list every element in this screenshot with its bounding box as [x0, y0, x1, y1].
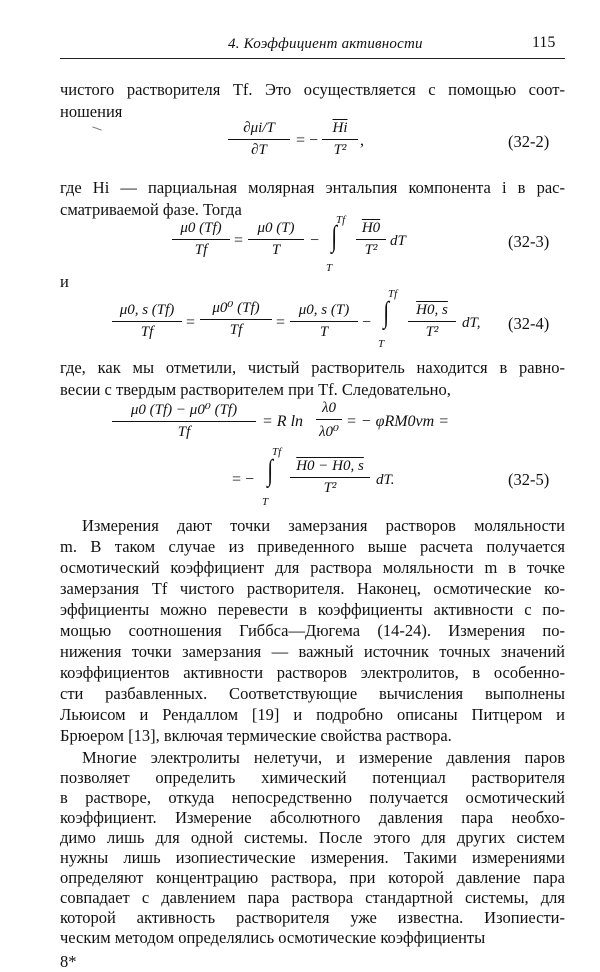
fraction [290, 458, 370, 497]
text-line: Брюером [13], включая термические свойства раствора. [60, 726, 452, 745]
denominator: ∂T [251, 142, 267, 158]
text-line: весии с твердым растворителем при Tf. Следовательно, [60, 380, 451, 399]
numerator: μ0 (Tf) − μ0⁰ (Tf) [130, 402, 238, 418]
running-header-title: 4. Коэффициент активности [228, 36, 423, 52]
operator: = [276, 314, 286, 331]
text-line: m. В таком случае из приведенного выше расчета получается [60, 537, 565, 556]
fraction [200, 298, 272, 339]
text-line: нужны лишь изопиестические измерения. Такими измерениями [60, 848, 565, 867]
denominator: T² [323, 480, 337, 496]
denominator: T [319, 324, 329, 340]
numerator: H0 [361, 220, 381, 236]
denominator: T² [364, 242, 378, 258]
fraction-bar [248, 239, 304, 240]
operator: = R ln [262, 413, 304, 430]
fraction-bar [290, 321, 358, 322]
operator: − [310, 232, 320, 249]
text-line: Льюисом и Рендаллом [19] и подробно описаны Питцером и [60, 705, 565, 724]
text-line: ношения [60, 102, 123, 121]
text-line: где, как мы отметили, чистый растворитель находится в равно- [60, 358, 565, 377]
integral-lower-limit: T [326, 262, 333, 274]
text-line: димо лишь для одной системы. После этого для других систем [60, 828, 565, 847]
fraction-bar [112, 321, 182, 322]
numerator: μ0 (Tf) [180, 220, 222, 236]
fraction-bar [290, 477, 370, 478]
numerator: ∂μi/T [243, 120, 275, 136]
denominator: T [271, 242, 281, 258]
denominator: Tf [194, 242, 208, 258]
text-line: сти разбавленных. Соответствующие вычисления выполнены [60, 684, 565, 703]
operator: = [186, 314, 196, 331]
numerator: μ0, s (Tf) [119, 302, 175, 318]
fraction-bar [408, 321, 456, 322]
fraction [322, 120, 358, 159]
operator: = − [296, 132, 319, 149]
text-line: позволяет определить химический потенциал растворителя [60, 768, 565, 787]
equation-number: (32-4) [508, 314, 550, 333]
integral-sign: ∫ [383, 296, 389, 329]
stray-mark [92, 126, 102, 130]
conjunction: и [60, 272, 69, 291]
equation-number: (32-2) [508, 132, 550, 151]
numerator: λ0 [322, 400, 336, 416]
text-line: совпадает с давлением пара раствора стандартной системы, для [60, 888, 565, 907]
text-line: определяют концентрацию раствора, при которой давление пара [60, 868, 565, 887]
operator: = − [232, 471, 255, 488]
fraction-bar [112, 421, 256, 422]
fraction-bar [200, 319, 272, 320]
numerator: H0, s [416, 302, 448, 318]
text-line: замерзания Tf чистого растворителя. Наконец, осмотические ко- [60, 579, 565, 598]
text-line: Измерения дают точки замерзания растворов моляльности [82, 516, 565, 535]
numerator: μ0, s (T) [298, 302, 350, 318]
differential: dT. [376, 472, 395, 488]
denominator: Tf [140, 324, 154, 340]
text-line: нижения точки замерзания — важный источник точных значений [60, 642, 565, 661]
denominator: Tf [177, 424, 191, 440]
fraction [228, 120, 290, 159]
fraction [408, 302, 456, 341]
integral-sign: ∫ [267, 454, 273, 487]
integral-lower-limit: T [262, 496, 269, 508]
header-rule [60, 58, 565, 59]
numerator: $\overline{Hi}$ [332, 120, 348, 136]
fraction [356, 220, 386, 259]
text-line: сматриваемой фазе. Тогда [60, 200, 242, 219]
fraction-bar [228, 139, 290, 140]
equation-number: (32-3) [508, 232, 550, 251]
fraction [316, 400, 342, 441]
numerator: μ0 (T) [257, 220, 295, 236]
operator: − [362, 314, 372, 331]
text-line: осмотический коэффициент для раствора моляльности m в точке [60, 558, 565, 577]
fraction [112, 302, 182, 341]
text-line: коэффициентов активности растворов электролитов, в особенно- [60, 663, 565, 682]
integral-sign: ∫ [331, 220, 337, 253]
integral-lower-limit: T [378, 338, 385, 350]
differential: dT, [462, 315, 481, 331]
fraction-bar [316, 419, 342, 420]
differential: dT [390, 233, 406, 249]
text-line: эффициенты можно перевести в коэффициенты активности с по- [60, 600, 565, 619]
text-line: коэффициент. Измерение абсолютного давления пара необхо- [60, 808, 565, 827]
fraction [172, 220, 230, 259]
equation-number: (32-5) [508, 470, 550, 489]
text-line: которой активность растворителя уже известна. Изопиести- [60, 908, 565, 927]
fraction-bar [322, 139, 358, 140]
operator: = [234, 232, 244, 249]
integral-upper-limit: Tf [272, 446, 282, 458]
denominator: Tf [229, 322, 243, 338]
fraction [248, 220, 304, 259]
numerator: H0 − H0, s [296, 458, 364, 474]
denominator: T² [333, 142, 347, 158]
punctuation: , [360, 132, 364, 149]
text-line: в растворе, откуда непосредственно получается осмотический [60, 788, 565, 807]
integral-upper-limit: Tf [336, 214, 346, 226]
fraction [112, 400, 256, 441]
integral-upper-limit: Tf [388, 288, 398, 300]
operator: = − φRM0νm = [346, 413, 449, 430]
text-line: Многие электролиты нелетучи, и измерение давления паров [82, 748, 565, 767]
text-line: мощью соотношения Гиббса—Дюгема (14-24). Измерения по- [60, 621, 565, 640]
text-line: чистого растворителя Tf. Это осуществляется с помощью соот- [60, 80, 565, 99]
text-line: где Hi — парциальная молярная энтальпия компонента i в рас- [60, 178, 565, 197]
page-number: 115 [532, 34, 556, 51]
fraction-bar [172, 239, 230, 240]
signature-mark: 8* [60, 952, 77, 971]
denominator: λ0⁰ [318, 424, 339, 440]
numerator: μ0⁰ (Tf) [212, 300, 260, 316]
fraction [290, 302, 358, 341]
denominator: T² [425, 324, 439, 340]
fraction-bar [356, 239, 386, 240]
text-line: ческим методом определялись осмотические коэффициенты [60, 928, 486, 947]
